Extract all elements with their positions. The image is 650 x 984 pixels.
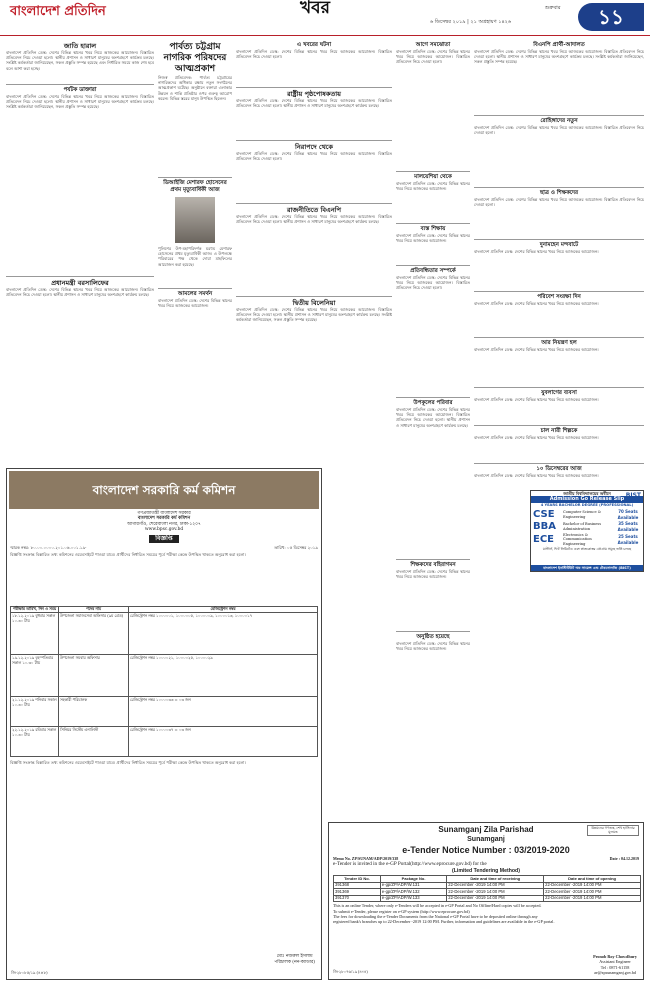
- bist-footer: বাংলাদেশ ইনস্টিটিউট অব সায়েন্স এন্ড টেকনোলজি (BIST): [531, 565, 643, 571]
- table-cell: 391368: [334, 882, 381, 889]
- org-line: বাংলাদেশ সরকারি কর্ম কমিশন: [137, 516, 191, 522]
- tender-footer-code: জি-২৮০৭৬/১৯ (৪×৪): [333, 969, 368, 974]
- headline: ব্যস্ত শিক্ষায়: [420, 226, 446, 232]
- headline: যুবলাগের ব্যবসা: [541, 390, 577, 396]
- tender-para-2: To submit e-Tender, please register on e-GP system (http://www.eprocure.gov.bd): [333, 908, 470, 914]
- signatory-name: মোঃ নজরুল ইসলাম: [276, 954, 313, 960]
- article-body: বাংলাদেশ প্রতিদিন ডেস্ক: দেশের বিভিন্ন স্থানের খবর নিয়ে আজকের আয়োজন। বিস্তারিত প্রতিবেদন নিচে দেওয়া হলো।: [474, 197, 644, 208]
- org-line: আগারগাঁও, শেরেবাংলা নগর, ঢাকা-১২০৭: [127, 521, 201, 527]
- headline: আমলের সমর্থন: [177, 291, 213, 297]
- article-body: বাংলাদেশ প্রতিদিন ডেস্ক: দেশের বিভিন্ন স্থানের খবর নিয়ে আজকের আয়োজন। বিস্তারিত প্রতিবেদন নিচে দেওয়া হলো।: [236, 49, 392, 60]
- column-3: [236, 42, 392, 457]
- program-code: BBA: [533, 521, 556, 532]
- signatory-title: পরিচালক (নন-ক্যাডার): [274, 959, 315, 965]
- article-body: বাংলাদেশ প্রতিদিন ডেস্ক: দেশের বিভিন্ন স্থানের খবর নিয়ে আজকের আয়োজন। বিস্তারিত প্রতিবেদন নিচে দেওয়া হলো।: [474, 125, 644, 136]
- article-body: বাংলাদেশ প্রতিদিন ডেস্ক: দেশের বিভিন্ন স্থানের খবর নিয়ে আজকের আয়োজন।: [158, 298, 232, 309]
- table-row: [11, 697, 318, 727]
- tender-para-1: This is an online Tender, where only e-Tenders will be accepted in e-GP Portal and No Offline/Hard copies will be accepted.: [333, 903, 542, 909]
- bist-advertisement: [530, 490, 644, 572]
- headline: প্রধানমন্ত্রী বরসালিফের: [51, 279, 109, 287]
- bpsc-website[interactable]: www.bpsc.gov.bd: [144, 527, 184, 533]
- table-cell: 22-December -2019 14:00 PM: [544, 895, 641, 902]
- table-header: পরীক্ষার তারিখ, দিন ও সময়: [11, 606, 59, 613]
- table-cell: ১৮.১২.২০১৯ বুধবার সকাল ১০.৩০ টায়: [11, 613, 59, 655]
- bpsc-instructions: বিজ্ঞপ্তি সংক্রান্ত বিস্তারিত তথ্য কমিশনের ওয়েবসাইটে পাওয়া যাবে। প্রার্থীদের নির্ধারিত সময়ের পূর্বে পরীক্ষা কেন্দ্রে উপস্থিত থাকতে অনুরোধ করা হলো।: [10, 760, 246, 766]
- org-line: গণপ্রজাতন্ত্রী বাংলাদেশ সরকার: [137, 511, 191, 516]
- article-body: বাংলাদেশ প্রতিদিন ডেস্ক: দেশের বিভিন্ন স্থানের খবর নিয়ে আজকের আয়োজন। বিস্তারিত প্রতিবেদন নিচে দেওয়া হলো। স্থানীয় প্রশাসন ও সাধারণ মানুষের অংশগ্রহণে কার্যক্রম চলছে। সংশ্লিষ্ট কর্মকর্তারা জানিয়েছেন, সকল প্রস্তুতি সম্পন্ন হয়েছে।: [474, 49, 644, 65]
- bist-title: Admission Go Release Slip: [531, 496, 643, 503]
- bist-program-row: [533, 521, 641, 532]
- table-cell: ২২.১২.২০১৯ রবিবার সকাল ১০.৩০ টায়: [11, 727, 59, 757]
- headline: রাষ্ট্রীয় পৃষ্ঠপোষকতায়: [287, 90, 341, 98]
- tender-issuer-place: Sunamganj: [467, 836, 505, 843]
- signatory-email: ae@zpsunamganj.gov.bd: [594, 969, 637, 975]
- signatory-title: Assistant Engineer: [599, 959, 631, 965]
- divider: [474, 425, 644, 426]
- column-5: [474, 42, 644, 511]
- article-body: বাংলাদেশ প্রতিদিন ডেস্ক: দেশের বিভিন্ন স্থানের খবর নিয়ে আজকের আয়োজন। বিস্তারিত প্রতিবেদন নিচে দেওয়া হলো। স্থানীয় প্রশাসন ও সাধারণ মানুষের অংশগ্রহণে কার্যক্রম চলছে।: [6, 287, 154, 298]
- page-number: ১১: [578, 3, 644, 31]
- memo-number: স্মারক নম্বর: ৮০.০০.০০০০.২০১.০৬.০০১.১৯-: [10, 544, 87, 550]
- tender-signature: [593, 954, 637, 975]
- headline: উপকূলের পরিবার: [413, 400, 453, 406]
- table-header: Date and time of opening: [544, 876, 641, 883]
- divider: [6, 276, 154, 277]
- bist-sub: 4 YEARS BACHELOR DEGREE (PROFESSIONAL): [540, 503, 634, 507]
- table-row: [334, 882, 641, 889]
- bpsc-banner: বাংলাদেশ সরকারি কর্ম কমিশন: [9, 471, 319, 509]
- notice-date: তারিখ: ০৫ ডিসেম্বর ২০১৯: [274, 544, 318, 550]
- table-header: রেজিস্ট্রেশন নম্বর: [129, 606, 318, 613]
- logo-text: বাংলাদেশ প্রতিদিন: [10, 4, 106, 19]
- program-name: Computer Science & Engineering: [563, 510, 601, 519]
- table-cell: সিনিয়র সিস্টেম এনালিস্ট: [59, 727, 129, 757]
- article-body: বাংলাদেশ প্রতিদিন ডেস্ক: দেশের বিভিন্ন স্থানের খবর নিয়ে আজকের আয়োজন।: [474, 435, 599, 440]
- bpsc-exam-table: [10, 606, 318, 758]
- bist-program-row: [533, 533, 641, 546]
- tender-issuer-title: Sunamganj Zila Parishad: [438, 825, 534, 834]
- tender-title: e-Tender Notice Number : 03/2019-2020: [402, 845, 570, 855]
- headline: ছাত্র ও শিক্ষকদের: [539, 190, 579, 196]
- program-code: CSE: [533, 509, 555, 520]
- divider: [396, 171, 470, 172]
- article-body: বাংলাদেশ প্রতিদিন ডেস্ক: দেশের বিভিন্ন স্থানের খবর নিয়ে আজকের আয়োজন। বিস্তারিত প্রতিবেদন নিচে দেওয়া হলো।: [396, 275, 470, 291]
- tender-intro: e-Tender is invited in the e-GP Portal(http://www.eprocure.gov.bd) for the: [333, 861, 487, 867]
- table-row: [334, 889, 641, 896]
- bist-programs: [531, 508, 643, 547]
- headline: প্রতিবন্ধিতার সম্পর্কে: [410, 268, 456, 274]
- article-body: বাংলাদেশ প্রতিদিন ডেস্ক: দেশের বিভিন্ন স্থানের খবর নিয়ে আজকের আয়োজন।: [396, 181, 470, 192]
- divider: [396, 265, 470, 266]
- article-body: পুলিশের উপ-মহাপরিদর্শক মরহুম মেশারফ হোসেনের প্রথম মৃত্যুবার্ষিকী আজ। এ উপলক্ষে পরিবারের পক্ষ থেকে দোয়া মাহফিলের আয়োজন করা হয়েছে।: [158, 246, 232, 267]
- article-body: বাংলাদেশ প্রতিদিন ডেস্ক: দেশের বিভিন্ন স্থানের খবর নিয়ে আজকের আয়োজন। বিস্তারিত প্রতিবেদন নিচে দেওয়া হলো।: [236, 151, 392, 162]
- program-seats: 70 Seats Available: [615, 509, 641, 519]
- table-header-row: [11, 606, 318, 613]
- program-seats: 35 Seats Available: [615, 521, 641, 531]
- headline: অনুষ্ঠিত হয়েছে: [416, 634, 450, 640]
- column-4: [396, 42, 470, 701]
- divider: [236, 87, 392, 88]
- headline: রোহিঙ্গাদের নতুন: [540, 118, 578, 124]
- headline: আর নিয়ন্ত্রণ হল: [541, 340, 577, 346]
- table-cell: 391369: [334, 889, 381, 896]
- divider: [158, 177, 232, 178]
- table-cell: 22-December -2019 14:00 PM: [544, 882, 641, 889]
- divider: [158, 288, 232, 289]
- newspaper-logo: [10, 4, 120, 32]
- divider: [236, 296, 392, 297]
- column-2: [158, 42, 232, 358]
- date: ৬ ডিসেম্বর ২০১৯ | ২১ অগ্রহায়ণ ১৪২৬: [430, 19, 512, 25]
- article-body: বাংলাদেশ প্রতিদিন ডেস্ক: দেশের বিভিন্ন স্থানের খবর নিয়ে আজকের আয়োজন।: [474, 301, 599, 306]
- tender-notice: [328, 822, 644, 980]
- bist-header: জাতীয় বিশ্ববিদ্যালয়ের অধীনে: [563, 491, 611, 496]
- bpsc-intro: বিজ্ঞপ্তি সংক্রান্ত বিস্তারিত তথ্য কমিশনের ওয়েবসাইটে পাওয়া যাবে। প্রার্থীদের নির্ধারিত সময়ের পূর্বে পরীক্ষা কেন্দ্রে উপস্থিত থাকতে অনুরোধ করা হলো।: [10, 551, 246, 557]
- table-cell: 22-December -2019 14:00 PM: [447, 895, 544, 902]
- article-body: বাংলাদেশ প্রতিদিন ডেস্ক: দেশের বিভিন্ন স্থানের খবর নিয়ে আজকের আয়োজন।: [474, 473, 599, 478]
- headline: ১০ ডিসেম্বরের আজ: [536, 466, 582, 472]
- headline: পার্বত্য চট্টগ্রাম নাগরিক পরিষদের আত্মপ্রকাশ: [163, 42, 227, 74]
- divider: [396, 559, 470, 560]
- table-cell: e-gp/ZP/ADP/W.133: [380, 895, 446, 902]
- table-cell: e-gp/ZP/ADP/W.131: [380, 882, 446, 889]
- divider: [236, 140, 392, 141]
- table-row: [11, 655, 318, 697]
- headline: শিক্ষকদের বহিরাগমন: [410, 562, 456, 568]
- article-body: বাংলাদেশ প্রতিদিন ডেস্ক: দেশের বিভিন্ন স্থানের খবর নিয়ে আজকের আয়োজন। বিস্তারিত প্রতিবেদন নিচে দেওয়া হলো। স্থানীয় প্রশাসন ও সাধারণ মানুষের অংশগ্রহণে কার্যক্রম চলছে।: [396, 407, 470, 428]
- program-name: Bachelor of Business Administration: [563, 522, 602, 531]
- headline: ডিআইজি মেশারফ হোসেনের প্রথম মৃত্যুবার্ষিকী আজ: [163, 180, 227, 193]
- table-cell: 22-December -2019 14:00 PM: [544, 889, 641, 896]
- article-body: নিজস্ব প্রতিবেদক: পার্বত্য চট্টগ্রামের নাগরিকদের অধিকার রক্ষায় নতুন সংগঠনের আত্মপ্রকাশ ঘটেছে। অনুষ্ঠানে বক্তারা এলাকার উন্নয়ন ও শান্তি প্রতিষ্ঠার ওপর গুরুত্ব আরোপ করেন। বিভিন্ন স্তরের মানুষ উপস্থিত ছিলেন।: [158, 75, 232, 101]
- table-header: Package No.: [380, 876, 446, 883]
- headline: আগে সমঝোতা: [415, 42, 451, 48]
- bpsc-signature: [274, 954, 315, 965]
- divider: [474, 291, 644, 292]
- tender-table: [333, 875, 641, 902]
- table-header: Tender ID No.: [334, 876, 381, 883]
- headline: এ খবরের ঘটনা: [296, 42, 332, 48]
- column-1: [6, 42, 154, 387]
- tender-date: Date : 04.12.2019: [609, 856, 639, 861]
- tender-method: (Limited Tendering Method): [452, 867, 520, 874]
- divider: [474, 463, 644, 464]
- headline: পরিবেশ সংরক্ষা দিন: [537, 294, 581, 300]
- signatory-name: Pronob Roy Chowdhury: [593, 954, 637, 960]
- table-cell: e-gp/ZP/ADP/W.132: [380, 889, 446, 896]
- article-body: বাংলাদেশ প্রতিদিন ডেস্ক: দেশের বিভিন্ন স্থানের খবর নিয়ে আজকের আয়োজন। বিস্তারিত প্রতিবেদন নিচে দেওয়া হলো। স্থানীয় প্রশাসন ও সাধারণ মানুষের অংশগ্রহণে কার্যক্রম চলছে। সংশ্লিষ্ট কর্মকর্তারা জানিয়েছেন, সকল প্রস্তুতি সম্পন্ন হয়েছে।: [236, 307, 392, 323]
- program-code: ECE: [533, 534, 555, 546]
- divider: [396, 397, 470, 398]
- table-header: পদের নাম: [59, 606, 129, 613]
- table-cell: ১৯.১২.২০১৯ বৃহস্পতিবার সকাল ১০.৩০ টায়: [11, 655, 59, 697]
- table-header: Date and time of receiving: [447, 876, 544, 883]
- signatory-tel: Tel : 0871-61158: [600, 964, 630, 970]
- divider: [474, 187, 644, 188]
- tender-memo: Memo No. ZP/SUNAM/ADP/2019/338: [333, 856, 399, 861]
- article-body: বাংলাদেশ প্রতিদিন ডেস্ক: দেশের বিভিন্ন স্থানের খবর নিয়ে আজকের আয়োজন।: [396, 641, 470, 652]
- article-body: বাংলাদেশ প্রতিদিন ডেস্ক: দেশের বিভিন্ন স্থানের খবর নিয়ে আজকের আয়োজন। বিস্তারিত প্রতিবেদন নিচে দেওয়া হলো। স্থানীয় প্রশাসন ও সাধারণ মানুষের অংশগ্রহণে কার্যক্রম চলছে। সংশ্লিষ্ট কর্মকর্তারা জানিয়েছেন, সকল প্রস্তুতি সম্পন্ন হয়েছে।: [6, 94, 154, 110]
- portrait-photo: [175, 197, 215, 243]
- article-body: বাংলাদেশ প্রতিদিন ডেস্ক: দেশের বিভিন্ন স্থানের খবর নিয়ে আজকের আয়োজন।: [396, 569, 470, 580]
- weekday: শুক্রবার: [545, 5, 561, 11]
- bist-logo: BIST: [625, 492, 641, 499]
- headline: জাতি হারাল: [63, 42, 97, 50]
- notice-label: বিজ্ঞপ্তি: [149, 535, 178, 543]
- article-body: বাংলাদেশ প্রতিদিন ডেস্ক: দেশের বিভিন্ন স্থানের খবর নিয়ে আজকের আয়োজন। বিস্তারিত প্রতিবেদন নিচে দেওয়া হলো।: [396, 49, 470, 65]
- table-cell: উপজেলা সমবায় অফিসার: [59, 655, 129, 697]
- program-seats: 25 Seats Available: [615, 534, 641, 544]
- table-cell: ২১.১২.২০১৯ শনিবার সকাল ১০.৩০ টায়: [11, 697, 59, 727]
- table-cell: রেজিস্ট্রেশন নম্বর ১০০০০০১, ১০০০০০৫, ১০০০০০৯, ১০০০০১৩, ১০০০০১৭: [129, 613, 318, 655]
- article-body: বাংলাদেশ প্রতিদিন ডেস্ক: দেশের বিভিন্ন স্থানের খবর নিয়ে আজকের আয়োজন। বিস্তারিত প্রতিবেদন নিচে দেওয়া হলো। স্থানীয় প্রশাসন ও সাধারণ মানুষের অংশগ্রহণে কার্যক্রম চলছে।: [236, 98, 392, 109]
- bpsc-org: [7, 511, 321, 533]
- article-body: বাংলাদেশ প্রতিদিন ডেস্ক: দেশের বিভিন্ন স্থানের খবর নিয়ে আজকের আয়োজন।: [396, 233, 470, 244]
- divider: [396, 631, 470, 632]
- table-row: [11, 613, 318, 655]
- section-title: খবর: [300, 0, 330, 18]
- divider: [474, 239, 644, 240]
- table-cell: সহকারী পরিচালক: [59, 697, 129, 727]
- table-cell: 22-December -2019 14:00 PM: [447, 889, 544, 896]
- table-header-row: [334, 876, 641, 883]
- article-body: বাংলাদেশ প্রতিদিন ডেস্ক: দেশের বিভিন্ন স্থানের খবর নিয়ে আজকের আয়োজন। বিস্তারিত প্রতিবেদন নিচে দেওয়া হলো। স্থানীয় প্রশাসন ও সাধারণ মানুষের অংশগ্রহণে কার্যক্রম চলছে।: [236, 214, 392, 225]
- divider: [236, 203, 392, 204]
- table-cell: রেজিস্ট্রেশন নম্বর ১০০০০২১, ১০০০০২৫, ১০০০০২৯: [129, 655, 318, 697]
- divider: [396, 223, 470, 224]
- headline: মালয়েশিয়া থেকে: [414, 174, 452, 180]
- headline: দুনামহেন মন্দবাটে: [539, 242, 579, 248]
- headline: বিএনপি প্রার্থী-আদালত: [533, 42, 585, 48]
- divider: [474, 337, 644, 338]
- headline: দ্বিতীয় বিলেনিয়া: [292, 299, 336, 307]
- bist-address: মাস্টার্স, ফিট লিমিটেড এবং স্নাতকোত্তর প্রোগ্রাম সমূহে ভর্তি চলছে: [542, 547, 632, 552]
- article-body: বাংলাদেশ প্রতিদিন ডেস্ক: দেশের বিভিন্ন স্থানের খবর নিয়ে আজকের আয়োজন।: [474, 347, 599, 352]
- masthead: [0, 0, 650, 36]
- divider: [474, 115, 644, 116]
- bpsc-footer-code: জি-২৮০৮৫/১৯ (৪×৮): [11, 969, 48, 975]
- headline: পর্যটক ডাক্তারা: [63, 87, 97, 93]
- headline: চাল নারী শিল্পকে: [540, 428, 578, 434]
- table-cell: রেজিস্ট্রেশন নম্বর ১০০০০৩৩ = ০৩ জন: [129, 697, 318, 727]
- headline: নিরাপদে থেকে: [295, 143, 333, 151]
- bpsc-notice: [6, 468, 322, 980]
- table-cell: রেজিস্ট্রেশন নম্বর ১০০০০৩৭ = ০৩ জন: [129, 727, 318, 757]
- bist-program-row: [533, 509, 641, 520]
- table-row: [334, 895, 641, 902]
- tender-para-3: The fees for downloading the e-Tender Documents from the National e-GP Portal have to be deposited online through any registered bank's branches up to 22-December -2019 12:00 PM. Further, information and guidelines are available in the e-GP portal.: [333, 913, 555, 924]
- divider: [474, 387, 644, 388]
- table-cell: উপজেলা সমাজসেবা অফিসার (৯ম গ্রেড): [59, 613, 129, 655]
- headline: রাজনীতিতে বিএনপি: [286, 206, 342, 214]
- program-name: Electronics & Communication Engineering: [563, 533, 592, 546]
- tender-tagline: উন্নয়নের গণতন্ত্র, শেখ হাসিনার মূলমন্ত্র: [587, 825, 639, 836]
- table-cell: 22-December -2019 14:00 PM: [447, 882, 544, 889]
- article-body: বাংলাদেশ প্রতিদিন ডেস্ক: দেশের বিভিন্ন স্থানের খবর নিয়ে আজকের আয়োজন।: [474, 397, 599, 402]
- divider: [6, 84, 154, 85]
- article-body: বাংলাদেশ প্রতিদিন ডেস্ক: দেশের বিভিন্ন স্থানের খবর নিয়ে আজকের আয়োজন। বিস্তারিত প্রতিবেদন নিচে দেওয়া হলো। স্থানীয় প্রশাসন ও সাধারণ মানুষের অংশগ্রহণে কার্যক্রম চলছে। সংশ্লিষ্ট কর্মকর্তারা জানিয়েছেন, সকল প্রস্তুতি সম্পন্ন হয়েছে এবং নির্ধারিত সময়ে কাজ শেষ হবে বলে আশা করা হচ্ছে।: [6, 50, 154, 71]
- article-body: বাংলাদেশ প্রতিদিন ডেস্ক: দেশের বিভিন্ন স্থানের খবর নিয়ে আজকের আয়োজন।: [474, 249, 599, 254]
- table-row: [11, 727, 318, 757]
- table-cell: 391370: [334, 895, 381, 902]
